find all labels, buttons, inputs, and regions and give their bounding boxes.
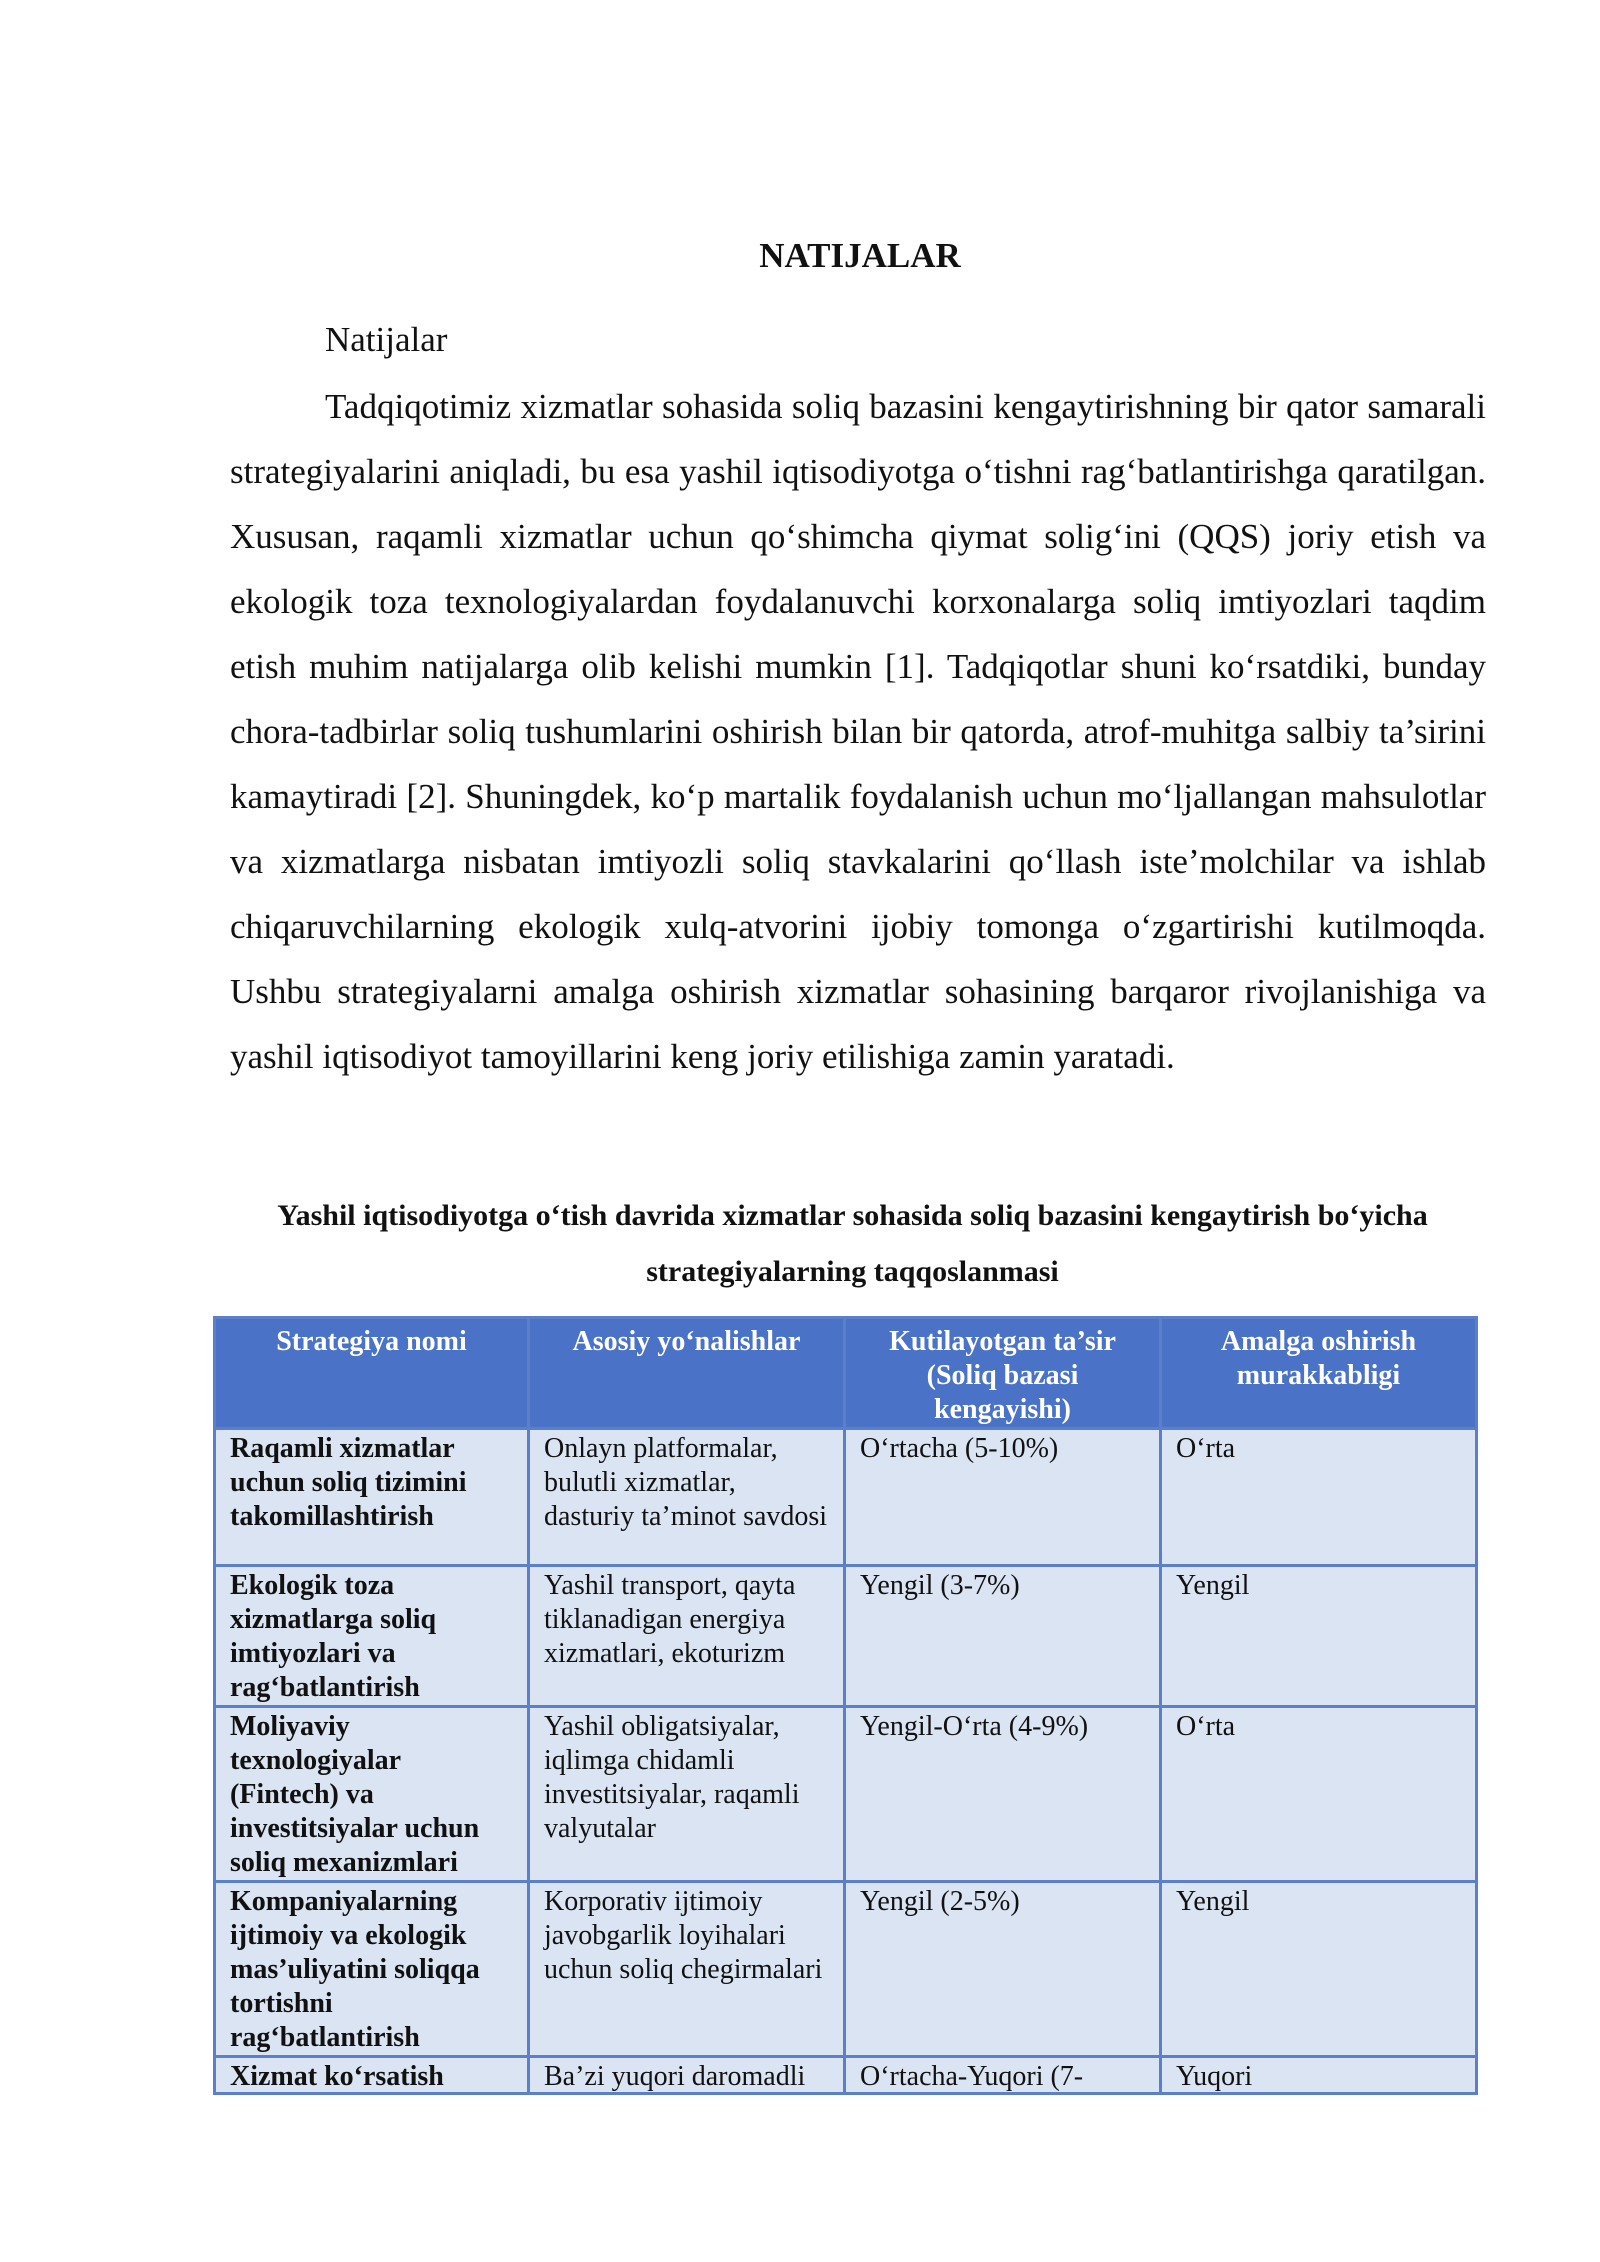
table-caption: Yashil iqtisodiyotga o‘tish davrida xizmatlar sohasida soliq bazasini kengaytirish bo‘yicha strategiyalarning taqqoslanmasi xyxy=(277,1199,1428,1288)
header-strategy-name: Strategiya nomi xyxy=(215,1318,529,1429)
complexity-cell: Yengil xyxy=(1161,1882,1477,2057)
table-row xyxy=(215,1566,1477,1707)
strategy-name-cell: Ekologik toza xizmatlarga soliq imtiyozlari va rag‘batlantirish xyxy=(215,1566,529,1707)
complexity-cell: O‘rta xyxy=(1161,1707,1477,1882)
strategy-name-cell: Raqamli xizmatlar uchun soliq tizimini takomillashtirish xyxy=(215,1429,529,1566)
cell-clip: Xizmat ko‘rsatish xyxy=(230,2061,444,2092)
header-implementation-complexity: Amalga oshirish murakkabligi xyxy=(1161,1318,1477,1429)
cell-clip: Ba’zi yuqori daromadli xyxy=(544,2061,806,2092)
complexity-cell: Yengil xyxy=(1161,1566,1477,1707)
cell-clip: O‘rtacha-Yuqori (7- xyxy=(860,2061,1084,2092)
directions-cell: Onlayn platformalar, bulutli xizmatlar, dasturiy ta’minot savdosi xyxy=(529,1429,845,1566)
directions-cell: Yashil transport, qayta tiklanadigan energiya xizmatlari, ekoturizm xyxy=(529,1566,845,1707)
impact-cell: O‘rtacha (5-10%) xyxy=(845,1429,1161,1566)
table-row xyxy=(215,1707,1477,1882)
subsection-heading: Natijalar xyxy=(325,320,448,359)
impact-cell xyxy=(845,2057,1161,2094)
table-row xyxy=(215,1882,1477,2057)
directions-cell: Korporativ ijtimoiy javobgarlik loyihalari uchun soliq chegirmalari xyxy=(529,1882,845,2057)
strategy-name-cell: Kompaniyalarning ijtimoiy va ekologik mas’uliyatini soliqqa tortishni rag‘batlantirish xyxy=(215,1882,529,2057)
impact-cell: Yengil (3-7%) xyxy=(845,1566,1161,1707)
table-row xyxy=(215,1429,1477,1566)
header-main-directions: Asosiy yo‘nalishlar xyxy=(529,1318,845,1429)
cell-clip: Yuqori xyxy=(1176,2061,1253,2092)
complexity-cell: O‘rta xyxy=(1161,1429,1477,1566)
results-paragraph: Tadqiqotimiz xizmatlar sohasida soliq bazasini kengaytirishning bir qator samarali strategiyalarini aniqladi, bu esa yashil iqtisodiyotga o‘tishni rag‘batlantirishga qaratilgan. Xususan, raqamli xizmatlar uchun qo‘shimcha qiymat solig‘ini (QQS) joriy etish va ekologik toza texnologiyalardan foydalanuvchi korxonalarga soliq imtiyozlari taqdim etish muhim natijalarga olib kelishi mumkin [1]. Tadqiqotlar shuni ko‘rsatdiki, bunday chora-tadbirlar soliq tushumlarini oshirish bilan bir qatorda, atrof-muhitga salbiy ta’sirini kamaytiradi [2]. Shuningdek, ko‘p martalik foydalanish uchun mo‘ljallangan mahsulotlar va xizmatlarga nisbatan imtiyozli soliq stavkalarini qo‘llash iste’molchilar va ishlab chiqaruvchilarning ekologik xulq-atvorini ijobiy tomonga o‘zgartirishi kutilmoqda. Ushbu strategiyalarni amalga oshirish xizmatlar sohasining barqaror rivojlanishiga va yashil iqtisodiyot tamoyillarini keng joriy etilishiga zamin yaratadi. xyxy=(230,387,1486,1076)
complexity-cell xyxy=(1161,2057,1477,2094)
strategy-name-cell xyxy=(215,2057,529,2094)
strategy-name-cell: Moliyaviy texnologiyalar (Fintech) va investitsiyalar uchun soliq mexanizmlari xyxy=(215,1707,529,1882)
impact-cell: Yengil (2-5%) xyxy=(845,1882,1161,2057)
section-heading: NATIJALAR xyxy=(759,236,961,275)
directions-cell: Yashil obligatsiyalar, iqlimga chidamli investitsiyalar, raqamli valyutalar xyxy=(529,1707,845,1882)
table-header-row xyxy=(215,1318,1477,1429)
impact-cell: Yengil-O‘rta (4-9%) xyxy=(845,1707,1161,1882)
directions-cell xyxy=(529,2057,845,2094)
strategy-comparison-table xyxy=(213,1316,1478,2095)
table-row xyxy=(215,2057,1477,2094)
header-expected-impact: Kutilayotgan ta’sir (Soliq bazasi kengayishi) xyxy=(845,1318,1161,1429)
